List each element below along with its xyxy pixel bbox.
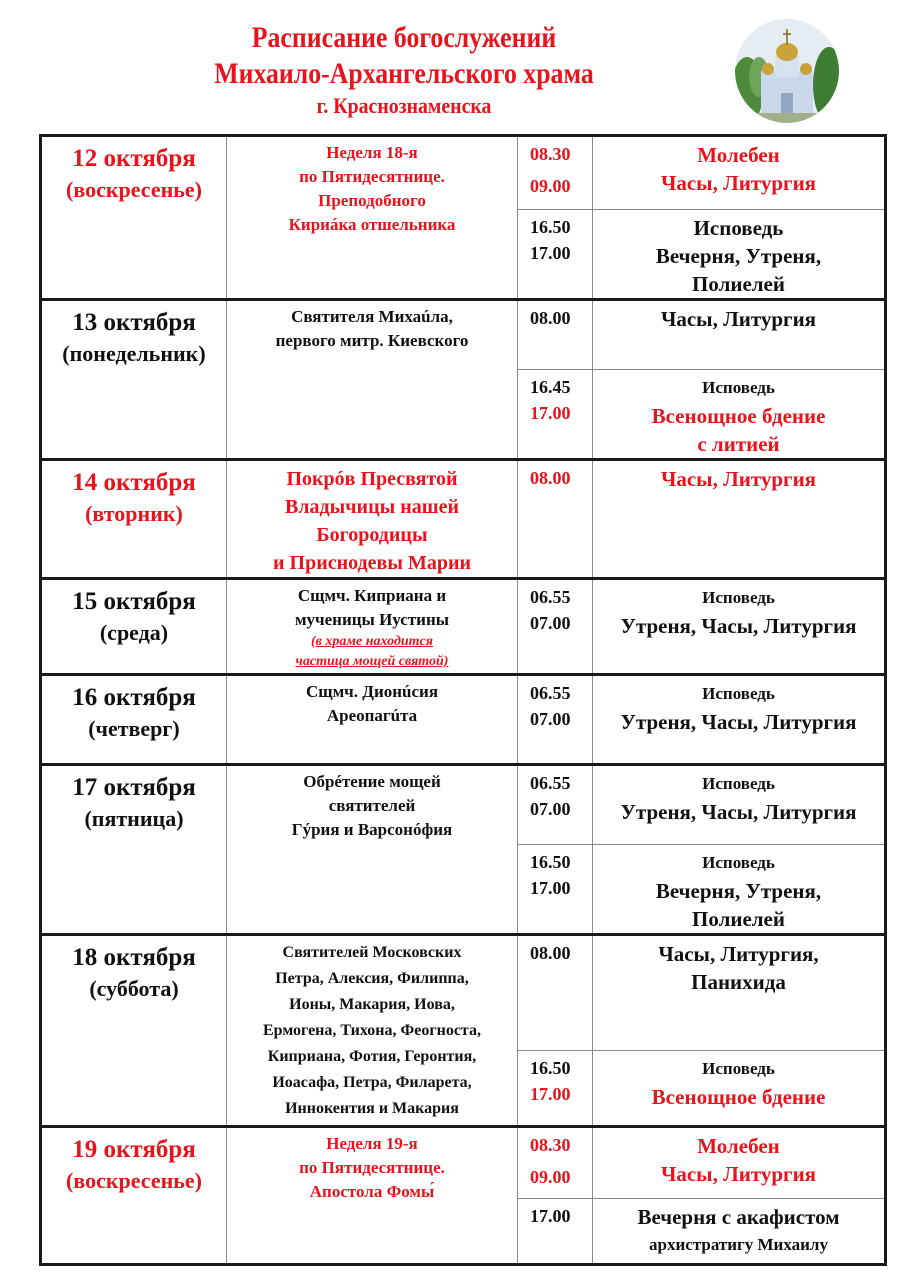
feast-line: мученицы Иустины [294, 610, 450, 629]
feast-line: Обрéтение мощей [303, 772, 441, 791]
feast-line: и Приснодевы Марии [272, 552, 471, 574]
weekday-label: (вторник) [85, 501, 183, 526]
time-list [518, 301, 592, 331]
schedule-row [41, 1127, 886, 1199]
feast-line: Покрóв Пресвятой [286, 468, 458, 490]
service-time: 17.00 [530, 403, 571, 423]
service-name: Часы, Литургия [660, 467, 817, 491]
church-name: Михаило-Архангельского храма [214, 57, 594, 90]
feast-cell [227, 765, 518, 935]
service-list [593, 370, 884, 458]
schedule-row [41, 579, 886, 675]
service-list [593, 137, 884, 197]
time-list [518, 1199, 592, 1229]
time-list [518, 461, 592, 491]
service-cell [593, 1051, 886, 1127]
service-time: 09.00 [530, 1167, 571, 1187]
weekday-label: (пятница) [84, 806, 184, 831]
time-cell [518, 210, 593, 300]
city-name: г. Краснознаменска [316, 93, 492, 118]
service-name: Всенощное бдение [651, 1085, 826, 1109]
schedule-row [41, 765, 886, 845]
service-cell [593, 1127, 886, 1199]
service-name: Исповедь [702, 853, 775, 872]
weekday-label: (среда) [99, 620, 169, 645]
service-list [593, 1051, 884, 1111]
service-name: Панихида [691, 970, 786, 994]
service-name: Исповедь [702, 1059, 775, 1078]
time-list [518, 676, 592, 732]
feast-text [227, 580, 517, 672]
date-cell [41, 579, 227, 675]
service-name: Вечерня с акафистом [637, 1205, 840, 1229]
feast-line: Апостола Фомы́ [309, 1182, 435, 1201]
time-list [518, 936, 592, 966]
service-cell [593, 460, 886, 579]
weekday-label: (воскресенье) [66, 1168, 202, 1193]
service-name: Утреня, Часы, Литургия [620, 614, 857, 638]
church-photo-icon [735, 19, 839, 123]
service-name: Молебен [697, 1134, 780, 1158]
time-list [518, 370, 592, 426]
service-name: Исповедь [693, 216, 784, 240]
time-list [518, 580, 592, 636]
time-list [518, 1128, 592, 1190]
service-time: 07.00 [530, 799, 571, 819]
feast-line: Святителей Московских [282, 944, 462, 961]
time-cell [518, 136, 593, 210]
page-title: Расписание богослужений [251, 21, 557, 54]
feast-cell [227, 675, 518, 765]
feast-text [227, 1128, 517, 1204]
date-label: 16 октября [72, 684, 196, 711]
feast-line: Кириáка отшельника [288, 215, 456, 234]
schedule-row [41, 935, 886, 1051]
feast-line: Ионы, Макария, Иова, [289, 996, 455, 1013]
schedule-row [41, 300, 886, 370]
feast-line: Сщмч. Дионúсия [305, 682, 439, 701]
time-cell [518, 1199, 593, 1265]
service-name: Часы, Литургия, [658, 942, 819, 966]
service-name: Часы, Литургия [660, 171, 817, 195]
time-cell [518, 845, 593, 935]
service-list [593, 210, 884, 298]
service-cell [593, 935, 886, 1051]
service-list [593, 1199, 884, 1259]
service-name: с литией [697, 432, 780, 456]
date-label: 13 октября [72, 309, 196, 336]
service-name: архистратигу Михаилу [649, 1235, 828, 1254]
service-time: 08.00 [530, 308, 571, 328]
feast-line: Богородицы [316, 524, 428, 546]
feast-line: Святителя Михаúла, [291, 307, 453, 326]
date-cell [41, 136, 227, 300]
service-cell [593, 210, 886, 300]
service-cell [593, 370, 886, 460]
feast-text [227, 137, 517, 237]
service-name: Молебен [697, 143, 780, 167]
feast-cell [227, 460, 518, 579]
service-time: 16.45 [530, 377, 571, 397]
service-time: 17.00 [530, 1206, 571, 1226]
service-name: Вечерня, Утреня, [655, 244, 822, 268]
service-time: 07.00 [530, 613, 571, 633]
feast-line: Преподобного [318, 191, 426, 210]
schedule-row [41, 675, 886, 765]
feast-line: первого митр. Киевского [275, 331, 469, 350]
service-name: Исповедь [702, 774, 775, 793]
time-cell [518, 935, 593, 1051]
service-time: 08.00 [530, 943, 571, 963]
service-time: 06.55 [530, 773, 571, 793]
service-name: Вечерня, Утреня, [655, 879, 822, 903]
service-time: 16.50 [530, 217, 571, 237]
service-cell [593, 1199, 886, 1265]
feast-cell [227, 579, 518, 675]
date-cell [41, 460, 227, 579]
service-cell [593, 765, 886, 845]
date-cell [41, 675, 227, 765]
service-cell [593, 300, 886, 370]
feast-line: Киприана, Фотия, Геронтия, [267, 1048, 477, 1065]
weekday-label: (четверг) [88, 716, 180, 741]
feast-cell [227, 136, 518, 300]
service-name: Полиелей [692, 907, 785, 931]
service-time: 08.30 [530, 1135, 571, 1155]
date-label: 19 октября [72, 1136, 196, 1163]
service-time: 09.00 [530, 176, 571, 196]
weekday-label: (понедельник) [62, 341, 206, 366]
date-cell [41, 765, 227, 935]
time-cell [518, 579, 593, 675]
service-time: 17.00 [530, 1084, 571, 1104]
date-label: 18 октября [72, 944, 196, 971]
time-list [518, 766, 592, 822]
service-cell [593, 579, 886, 675]
service-list [593, 845, 884, 933]
date-label: 14 октября [72, 469, 196, 496]
feast-line: по Пятидесятнице. [299, 1158, 445, 1177]
time-cell [518, 460, 593, 579]
feast-line: Сщмч. Киприана и [297, 586, 447, 605]
service-name: Исповедь [702, 588, 775, 607]
service-time: 08.30 [530, 144, 571, 164]
feast-text [227, 766, 517, 842]
feast-line: Ареопагúта [326, 706, 418, 725]
service-cell [593, 136, 886, 210]
feast-line: Петра, Алексия, Филиппа, [275, 970, 469, 987]
time-cell [518, 300, 593, 370]
service-list [593, 676, 884, 736]
time-cell [518, 1127, 593, 1199]
service-name: Часы, Литургия [660, 307, 817, 331]
date-label: 12 октября [72, 145, 196, 172]
schedule-row [41, 136, 886, 210]
date-label: 15 октября [72, 588, 196, 615]
feast-text [227, 936, 517, 1122]
time-cell [518, 1051, 593, 1127]
service-time: 16.50 [530, 1058, 571, 1078]
feast-line: Иоасафа, Петра, Филарета, [272, 1074, 472, 1091]
date-cell [41, 1127, 227, 1265]
feast-line: Иннокентия и Макария [285, 1100, 459, 1117]
service-cell [593, 845, 886, 935]
service-list [593, 461, 884, 493]
service-name: Исповедь [702, 684, 775, 703]
service-time: 08.00 [530, 468, 571, 488]
feast-line: Неделя 19-я [326, 1134, 418, 1153]
service-time: 06.55 [530, 587, 571, 607]
date-cell [41, 935, 227, 1127]
service-cell [593, 675, 886, 765]
service-name: Часы, Литургия [660, 1162, 817, 1186]
time-cell [518, 765, 593, 845]
feast-line: Владычицы нашей [284, 496, 460, 518]
service-list [593, 1128, 884, 1188]
time-list [518, 845, 592, 901]
feast-text [227, 301, 517, 353]
feast-line: Гýрия и Варсонóфия [291, 820, 453, 839]
feast-line: Неделя 18-я [326, 143, 418, 162]
service-name: Утреня, Часы, Литургия [620, 710, 857, 734]
feast-cell [227, 935, 518, 1127]
feast-line: святителей [328, 796, 416, 815]
relic-note: (в храме находится [310, 634, 433, 649]
service-name: Полиелей [692, 272, 785, 296]
date-label: 17 октября [72, 774, 196, 801]
weekday-label: (суббота) [89, 976, 179, 1001]
service-list [593, 580, 884, 640]
feast-text [227, 461, 517, 577]
feast-cell [227, 1127, 518, 1265]
service-name: Исповедь [702, 378, 775, 397]
date-cell [41, 300, 227, 460]
feast-line: Ермогена, Тихона, Феогноста, [263, 1022, 481, 1039]
feast-text [227, 676, 517, 728]
service-list [593, 766, 884, 826]
service-name: Утреня, Часы, Литургия [620, 800, 857, 824]
time-list [518, 137, 592, 199]
service-name: Всенощное бдение [651, 404, 826, 428]
service-time: 07.00 [530, 709, 571, 729]
service-list [593, 301, 884, 333]
time-cell [518, 370, 593, 460]
service-time: 16.50 [530, 852, 571, 872]
service-list [593, 936, 884, 996]
weekday-label: (воскресенье) [66, 177, 202, 202]
schedule-table [39, 134, 887, 1266]
service-time: 17.00 [530, 878, 571, 898]
time-list [518, 1051, 592, 1107]
feast-cell [227, 300, 518, 460]
feast-line: по Пятидесятнице. [299, 167, 445, 186]
time-cell [518, 675, 593, 765]
service-time: 06.55 [530, 683, 571, 703]
schedule-row [41, 460, 886, 579]
time-list [518, 210, 592, 266]
service-time: 17.00 [530, 243, 571, 263]
relic-note: частица мощей святой) [295, 654, 449, 669]
